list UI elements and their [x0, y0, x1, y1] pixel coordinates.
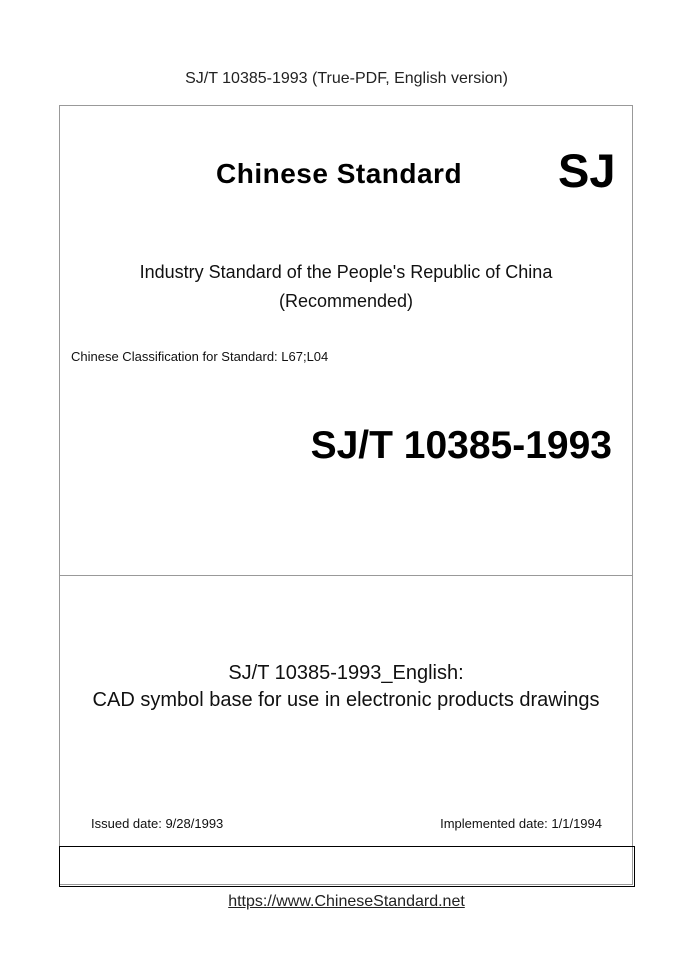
document-title — [60, 660, 632, 714]
page-header: SJ/T 10385-1993 (True-PDF, English version) — [185, 70, 508, 87]
sj-mark: SJ — [558, 144, 616, 197]
standard-number: SJ/T 10385-1993 — [310, 424, 612, 467]
industry-line-2: (Recommended) — [278, 291, 414, 311]
standard-title: Chinese Standard — [216, 158, 463, 189]
industry-line-1: Industry Standard of the People's Republic of China — [139, 262, 553, 282]
issued-date: Issued date: 9/28/1993 — [91, 816, 224, 831]
blank-box — [59, 846, 635, 887]
cover-top-section — [60, 106, 632, 576]
industry-standard-heading — [60, 258, 632, 316]
document-title-line-1: SJ/T 10385-1993_English: — [228, 662, 464, 684]
classification-text: Chinese Classification for Standard: L67;L04 — [71, 349, 329, 364]
footer-link[interactable]: https://www.ChineseStandard.net — [228, 893, 465, 910]
cover-frame — [59, 105, 633, 885]
cover-bottom-section — [60, 576, 632, 846]
implemented-date: Implemented date: 1/1/1994 — [440, 816, 602, 831]
document-title-line-2: CAD symbol base for use in electronic products drawings — [92, 689, 600, 711]
